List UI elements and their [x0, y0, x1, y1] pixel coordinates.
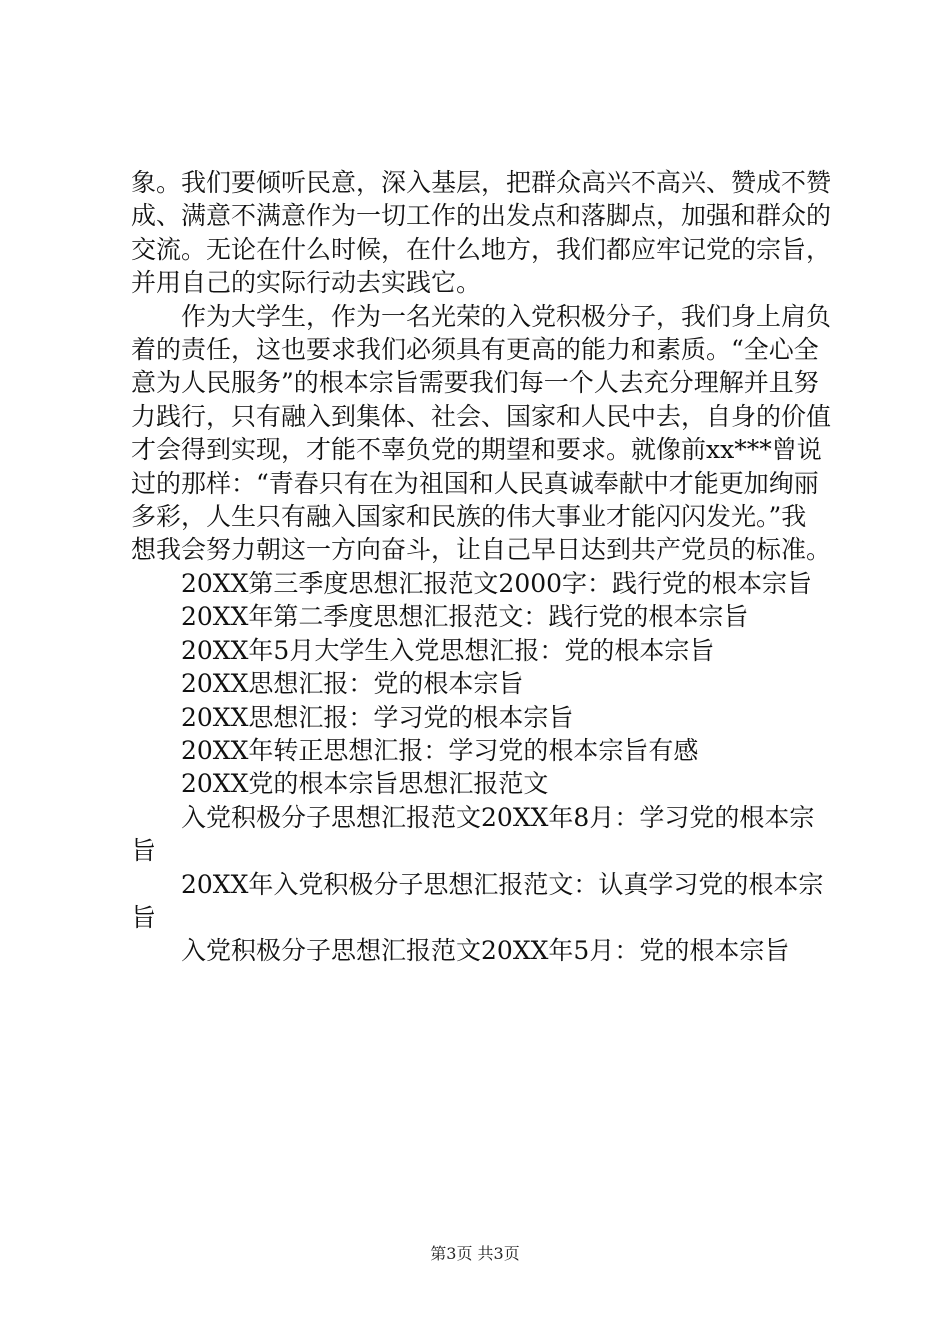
related-article-link[interactable]: 20XX党的根本宗旨思想汇报范文	[181, 769, 549, 799]
related-article-link[interactable]: 20XX第三季度思想汇报范文2000字：践行党的根本宗旨	[181, 568, 813, 598]
related-articles-list	[131, 567, 831, 968]
document-body	[131, 166, 831, 968]
page-number-footer: 第3页 共3页	[430, 1244, 520, 1263]
related-article-link[interactable]: 20XX年转正思想汇报：学习党的根本宗旨有感	[181, 735, 699, 765]
paragraph-continuation: 象。我们要倾听民意，深入基层，把群众高兴不高兴、赞成不赞成、满意不满意作为一切工作的出发点和落脚点，加强和群众的交流。无论在什么时候，在什么地方，我们都应牢记党的宗旨，并用自己的实际行动去实践它。	[131, 168, 832, 298]
related-article-link[interactable]: 20XX年5月大学生入党思想汇报：党的根本宗旨	[181, 635, 715, 665]
related-article-link[interactable]: 20XX年入党积极分子思想汇报范文：认真学习党的根本宗旨	[131, 869, 824, 932]
related-article-link[interactable]: 入党积极分子思想汇报范文20XX年5月：党的根本宗旨	[181, 936, 790, 966]
related-article-link[interactable]: 入党积极分子思想汇报范文20XX年8月：学习党的根本宗旨	[131, 802, 815, 866]
paragraph-college-student: 作为大学生，作为一名光荣的入党积极分子，我们身上肩负着的责任，这也要求我们必须具有更高的能力和素质。“全心全意为人民服务”的根本宗旨需要我们每一个人去充分理解并且努力践行，只有融入到集体、社会、国家和人民中去，自身的价值才会得到实现，才能不辜负党的期望和要求。就像前xx***曾说过的那样：“青春只有在为祖国和人民真诚奉献中才能更加绚丽多彩，人生只有融入国家和民族的伟大事业才能闪闪发光。”我想我会努力朝这一方向奋斗，让自己早日达到共产党员的标准。	[131, 301, 832, 565]
related-article-link[interactable]: 20XX思想汇报：党的根本宗旨	[181, 669, 524, 699]
related-article-link[interactable]: 20XX思想汇报：学习党的根本宗旨	[181, 702, 574, 732]
related-article-link[interactable]: 20XX年第二季度思想汇报范文：践行党的根本宗旨	[181, 602, 749, 632]
